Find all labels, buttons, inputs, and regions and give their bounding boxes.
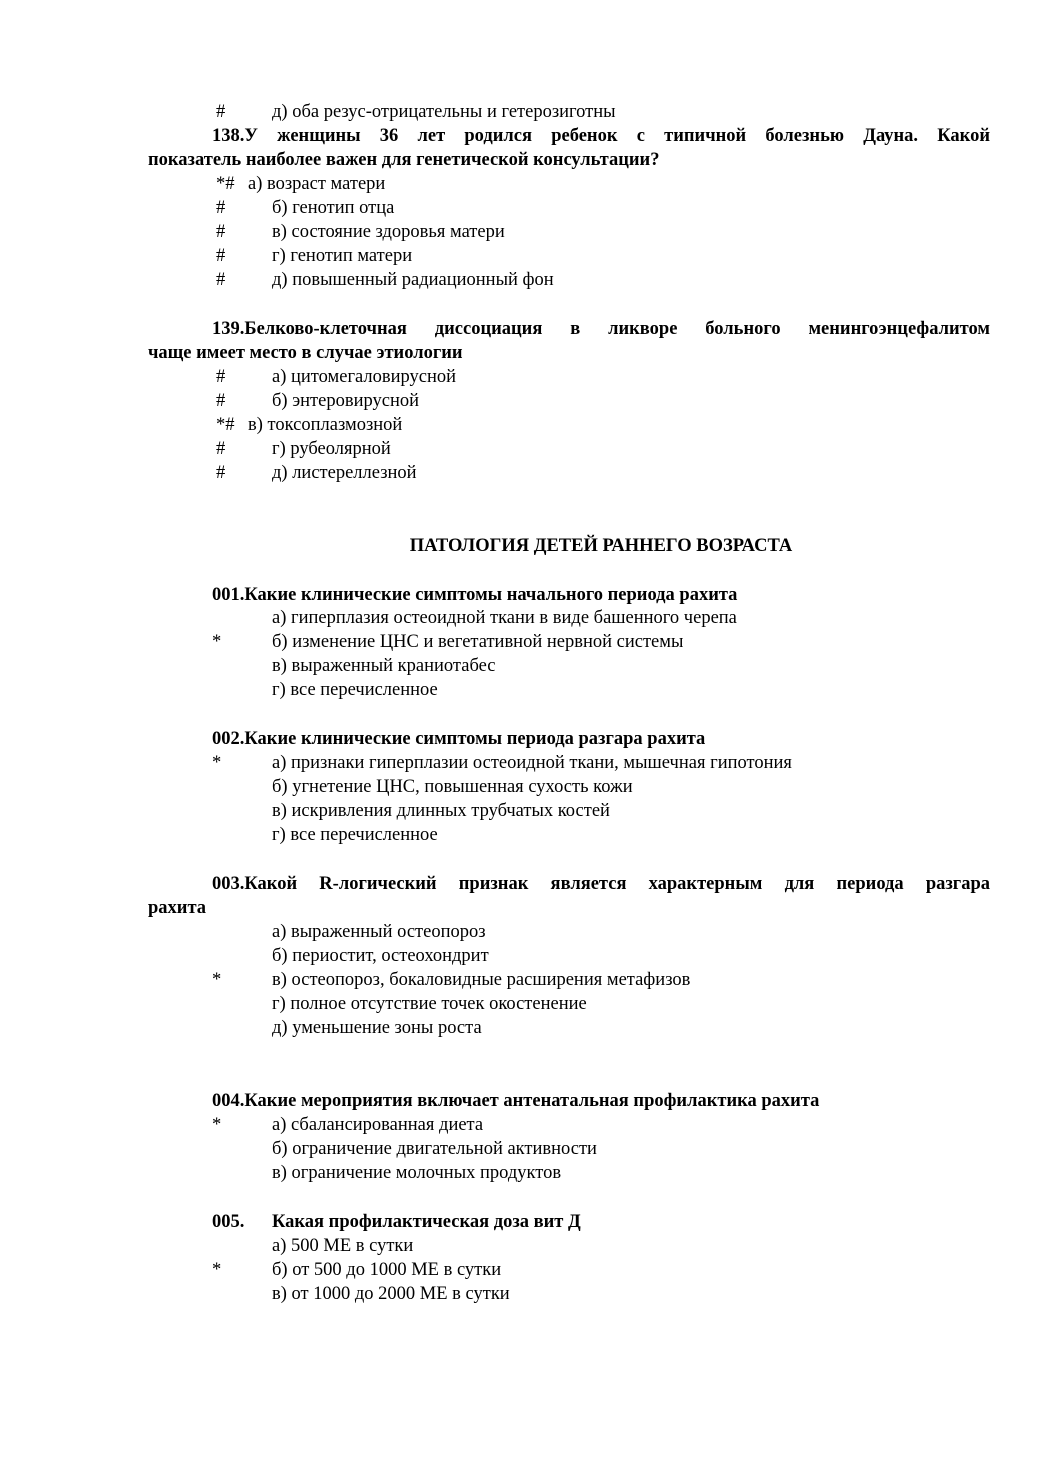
answer-mark: # bbox=[216, 463, 226, 483]
answer-text: гиперплазия остеоидной ткани в виде башенного черепа bbox=[291, 608, 737, 628]
answer-text: выраженный краниотабес bbox=[291, 656, 496, 676]
answer-option bbox=[272, 1282, 510, 1306]
answer-letter: г) bbox=[272, 994, 286, 1014]
answer-option bbox=[272, 799, 610, 823]
answer-mark: *# bbox=[216, 174, 235, 194]
answer-text: цитомегаловирусной bbox=[291, 367, 457, 387]
answer-text: остеопороз, бокаловидные расширения метафизов bbox=[291, 970, 691, 990]
answer-letter: а) bbox=[272, 1236, 287, 1256]
answer-text: генотип матери bbox=[290, 246, 413, 266]
answer-mark: # bbox=[216, 198, 226, 218]
answer-text: возраст матери bbox=[267, 174, 386, 194]
answer-option bbox=[272, 196, 394, 220]
answer-option bbox=[248, 172, 385, 196]
answer-letter: в) bbox=[272, 970, 287, 990]
question-002: 002.Какие клинические симптомы периода разгара рахита bbox=[212, 729, 706, 749]
answer-text: ограничение двигательной активности bbox=[292, 1139, 597, 1159]
answer-option bbox=[272, 244, 412, 268]
answer-text: изменение ЦНС и вегетативной нервной системы bbox=[292, 632, 684, 652]
answer-option bbox=[272, 389, 419, 413]
answer-text: периостит, остеохондрит bbox=[292, 946, 489, 966]
answer-text: от 500 до 1000 МЕ в сутки bbox=[292, 1260, 502, 1280]
answer-mark: * bbox=[212, 632, 222, 652]
answer-letter: д) bbox=[272, 102, 288, 122]
answer-option bbox=[272, 823, 438, 847]
answer-letter: б) bbox=[272, 1139, 288, 1159]
answer-letter: а) bbox=[272, 753, 287, 773]
answer-text: генотип отца bbox=[292, 198, 395, 218]
answer-option bbox=[272, 100, 616, 124]
answer-option bbox=[272, 268, 554, 292]
answer-text: оба резус-отрицательны и гетерозиготны bbox=[292, 102, 616, 122]
question-001: 001.Какие клинические симптомы начального периода рахита bbox=[212, 585, 738, 605]
answer-letter: б) bbox=[272, 1260, 288, 1280]
answer-mark: * bbox=[212, 970, 222, 990]
answer-text: сбалансированная диета bbox=[291, 1115, 484, 1135]
answer-mark: # bbox=[216, 439, 226, 459]
answer-mark: # bbox=[216, 246, 226, 266]
answer-text: уменьшение зоны роста bbox=[292, 1018, 482, 1038]
answer-text: токсоплазмозной bbox=[267, 415, 403, 435]
answer-mark: # bbox=[216, 222, 226, 242]
answer-text: все перечисленное bbox=[290, 680, 438, 700]
answer-text: листереллезной bbox=[292, 463, 417, 483]
answer-letter: а) bbox=[272, 922, 287, 942]
answer-text: угнетение ЦНС, повышенная сухость кожи bbox=[292, 777, 633, 797]
answer-option bbox=[272, 654, 496, 678]
answer-letter: б) bbox=[272, 198, 288, 218]
answer-text: повышенный радиационный фон bbox=[292, 270, 554, 290]
answer-text: ограничение молочных продуктов bbox=[291, 1163, 562, 1183]
answer-letter: д) bbox=[272, 1018, 288, 1038]
answer-option bbox=[272, 944, 489, 968]
answer-mark: * bbox=[212, 1115, 222, 1135]
section-title: ПАТОЛОГИЯ ДЕТЕЙ РАННЕГО ВОЗРАСТА bbox=[409, 536, 793, 556]
answer-letter: а) bbox=[272, 608, 287, 628]
answer-letter: в) bbox=[272, 801, 287, 821]
answer-option bbox=[272, 992, 587, 1016]
answer-option bbox=[272, 365, 456, 389]
answer-option bbox=[272, 437, 391, 461]
answer-text: искривления длинных трубчатых костей bbox=[291, 801, 610, 821]
answer-mark: # bbox=[216, 102, 226, 122]
answer-option bbox=[248, 413, 402, 437]
question-139-line-2: чаще имеет место в случае этиологии bbox=[148, 343, 463, 363]
answer-letter: г) bbox=[272, 439, 286, 459]
question-138-line-1: 138.У женщины 36 лет родился ребенок с типичной болезнью Дауна. Какой bbox=[212, 126, 990, 146]
answer-letter: а) bbox=[248, 174, 263, 194]
answer-letter: в) bbox=[272, 1284, 287, 1304]
answer-option bbox=[272, 461, 417, 485]
answer-option bbox=[272, 678, 438, 702]
answer-text: 500 МЕ в сутки bbox=[291, 1236, 414, 1256]
answer-mark: # bbox=[216, 391, 226, 411]
answer-text: рубеолярной bbox=[290, 439, 391, 459]
answer-mark: * bbox=[212, 753, 222, 773]
answer-text: энтеровирусной bbox=[292, 391, 419, 411]
answer-letter: г) bbox=[272, 246, 286, 266]
answer-option bbox=[272, 775, 633, 799]
question-005: Какая профилактическая доза вит Д bbox=[272, 1212, 581, 1232]
answer-option bbox=[272, 1016, 482, 1040]
answer-text: все перечисленное bbox=[290, 825, 438, 845]
answer-option bbox=[272, 1113, 483, 1137]
answer-mark: # bbox=[216, 270, 226, 290]
answer-letter: а) bbox=[272, 367, 287, 387]
answer-letter: б) bbox=[272, 946, 288, 966]
answer-text: выраженный остеопороз bbox=[291, 922, 486, 942]
answer-option bbox=[272, 1234, 413, 1258]
answer-letter: д) bbox=[272, 270, 288, 290]
answer-letter: б) bbox=[272, 777, 288, 797]
answer-option bbox=[272, 606, 737, 630]
answer-letter: г) bbox=[272, 825, 286, 845]
answer-letter: б) bbox=[272, 632, 288, 652]
answer-letter: г) bbox=[272, 680, 286, 700]
answer-option bbox=[272, 920, 486, 944]
answer-text: полное отсутствие точек окостенение bbox=[290, 994, 587, 1014]
answer-option bbox=[272, 751, 792, 775]
question-004: 004.Какие мероприятия включает антенатальная профилактика рахита bbox=[212, 1091, 820, 1111]
question-003-line-2: рахита bbox=[148, 898, 207, 918]
answer-text: признаки гиперплазии остеоидной ткани, мышечная гипотония bbox=[291, 753, 792, 773]
answer-mark: *# bbox=[216, 415, 235, 435]
answer-letter: в) bbox=[272, 1163, 287, 1183]
answer-option bbox=[272, 220, 505, 244]
answer-letter: в) bbox=[248, 415, 263, 435]
answer-letter: д) bbox=[272, 463, 288, 483]
answer-letter: в) bbox=[272, 222, 287, 242]
answer-letter: в) bbox=[272, 656, 287, 676]
answer-letter: б) bbox=[272, 391, 288, 411]
answer-option bbox=[272, 968, 690, 992]
answer-option bbox=[272, 630, 683, 654]
answer-mark: * bbox=[212, 1260, 222, 1280]
answer-letter: а) bbox=[272, 1115, 287, 1135]
answer-mark: # bbox=[216, 367, 226, 387]
answer-text: состояние здоровья матери bbox=[291, 222, 505, 242]
question-138-line-2: показатель наиболее важен для генетической консультации? bbox=[148, 150, 660, 170]
answer-text: от 1000 до 2000 МЕ в сутки bbox=[291, 1284, 510, 1304]
question-003-line-1: 003.Какой R-логический признак является характерным для периода разгара bbox=[212, 874, 990, 894]
question-139-line-1: 139.Белково-клеточная диссоциация в ликворе больного менингоэнцефалитом bbox=[212, 319, 990, 339]
answer-option bbox=[272, 1161, 561, 1185]
question-005-number: 005. bbox=[212, 1212, 245, 1232]
answer-option bbox=[272, 1258, 501, 1282]
answer-option bbox=[272, 1137, 597, 1161]
